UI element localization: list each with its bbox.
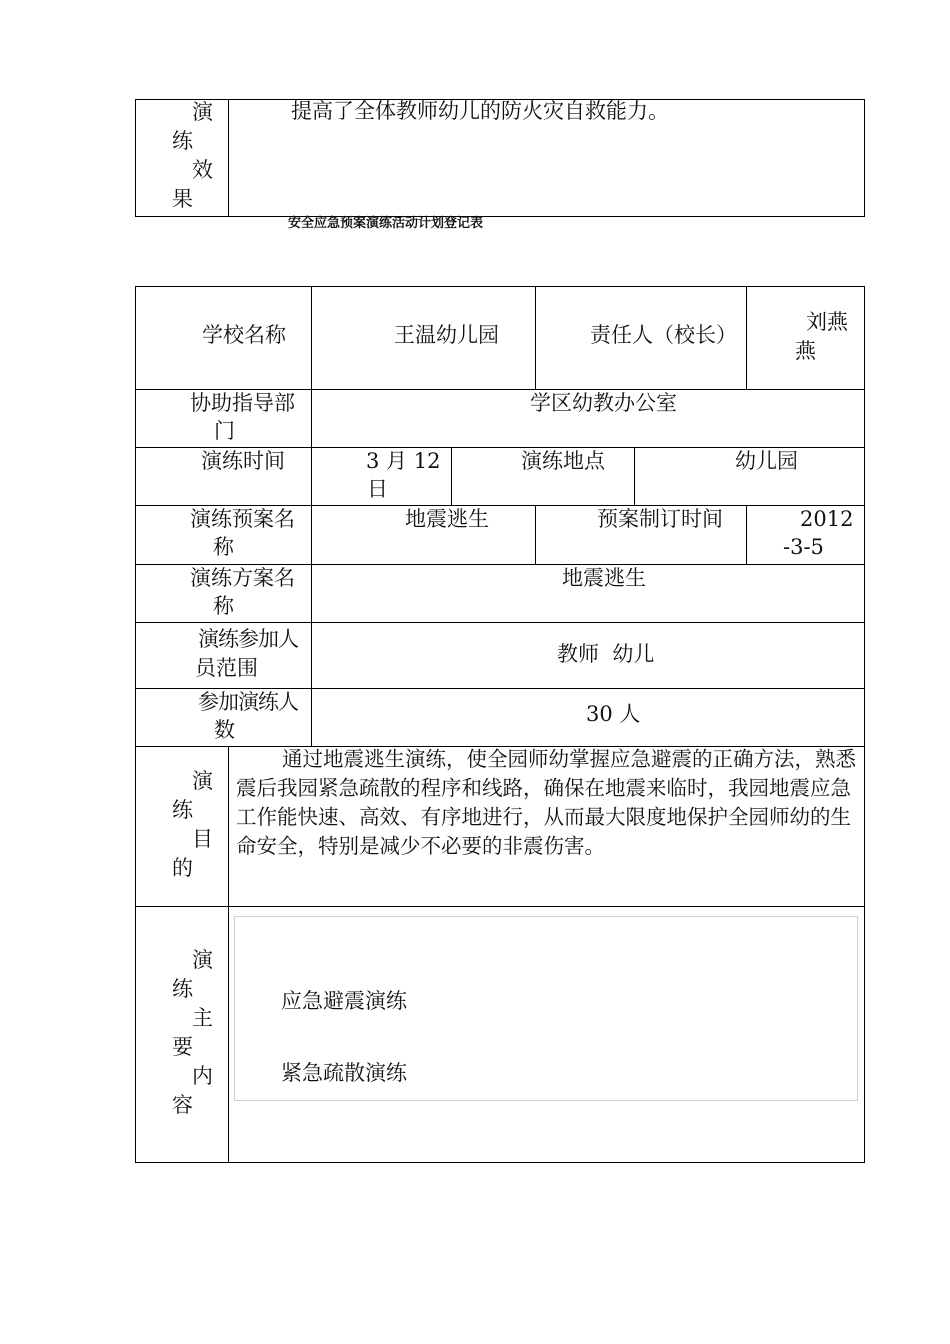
drill-effect-divider — [228, 99, 229, 217]
main-content-item: 应急避震演练 — [281, 989, 407, 1013]
responsible-value-line2: 燕 — [795, 339, 816, 363]
plan-date-value-line2: -3-5 — [783, 535, 824, 559]
col-divider — [228, 746, 229, 1163]
form-caption: 安全应急预案演练活动计划登记表 — [288, 216, 484, 231]
main-content-label-char: 内 — [192, 1064, 213, 1088]
drill-effect-label-char: 练 — [172, 129, 193, 153]
place-label: 演练地点 — [521, 449, 605, 473]
responsible-label: 责任人（校长） — [590, 323, 737, 347]
participants-label-line1: 演练参加人 — [198, 627, 298, 651]
purpose-label-char: 演 — [192, 769, 213, 793]
dept-label-line2: 门 — [214, 419, 235, 443]
main-content-label-char: 主 — [192, 1006, 213, 1030]
row-divider — [135, 622, 865, 623]
drill-effect-label-char: 演 — [192, 100, 213, 124]
participants-label-line2: 员范围 — [195, 656, 258, 680]
main-content-label-char: 容 — [172, 1093, 193, 1117]
main-content-label-char: 演 — [192, 948, 213, 972]
plan-date-value-line1: 2012 — [800, 507, 854, 531]
scheme-label-line2: 称 — [213, 594, 234, 618]
dept-label-line1: 协助指导部 — [190, 391, 295, 415]
school-name-label: 学校名称 — [202, 323, 286, 347]
drill-effect-label-char: 效 — [192, 158, 213, 182]
responsible-value-line1: 刘燕 — [806, 310, 848, 334]
col-divider — [634, 447, 635, 505]
time-value-line1: 3 月 12 — [366, 449, 441, 473]
purpose-label-char: 的 — [172, 856, 193, 880]
purpose-text: 通过地震逃生演练，使全园师幼掌握应急避震的正确方法，熟悉震后我园紧急疏散的程序和线路，确保在地震来临时，我园地震应急工作能快速、高效、有序地进行，从而最大限度地保护全园师幼的生命安全，特别是减少不必要的非震伤害。 — [236, 747, 856, 858]
dept-value: 学区幼教办公室 — [530, 391, 677, 415]
main-content-item: 紧急疏散演练 — [281, 1061, 407, 1085]
purpose-label-char: 目 — [192, 827, 213, 851]
school-name-value: 王温幼儿园 — [394, 323, 499, 347]
purpose-label — [172, 767, 212, 883]
time-label: 演练时间 — [201, 449, 285, 473]
scheme-label-line1: 演练方案名 — [190, 566, 295, 590]
main-content-label-char: 练 — [172, 977, 193, 1001]
col-divider — [535, 505, 536, 564]
col-divider — [746, 505, 747, 564]
main-content-label-char: 要 — [172, 1035, 193, 1059]
drill-effect-label-char: 果 — [172, 187, 193, 211]
col-divider — [746, 286, 747, 389]
col-divider — [311, 286, 312, 746]
main-content-label — [172, 946, 212, 1120]
col-divider — [535, 286, 536, 389]
plan-name-label-line2: 称 — [213, 535, 234, 559]
drill-effect-content: 提高了全体教师幼儿的防火灾自救能力。 — [291, 99, 669, 123]
scheme-value: 地震逃生 — [562, 566, 646, 590]
count-value: 30 人 — [586, 702, 641, 726]
col-divider — [451, 447, 452, 505]
place-value: 幼儿园 — [735, 449, 798, 473]
row-divider — [135, 906, 865, 907]
count-label-line1: 参加演练人 — [198, 690, 298, 714]
participants-value: 教师 幼儿 — [557, 642, 655, 666]
purpose-label-char: 练 — [172, 798, 193, 822]
plan-name-label-line1: 演练预案名 — [190, 507, 295, 531]
count-label-line2: 数 — [214, 718, 235, 742]
time-value-line2: 日 — [367, 477, 388, 501]
plan-date-label: 预案制订时间 — [597, 507, 723, 531]
plan-name-value: 地震逃生 — [405, 507, 489, 531]
drill-effect-label — [172, 98, 212, 214]
